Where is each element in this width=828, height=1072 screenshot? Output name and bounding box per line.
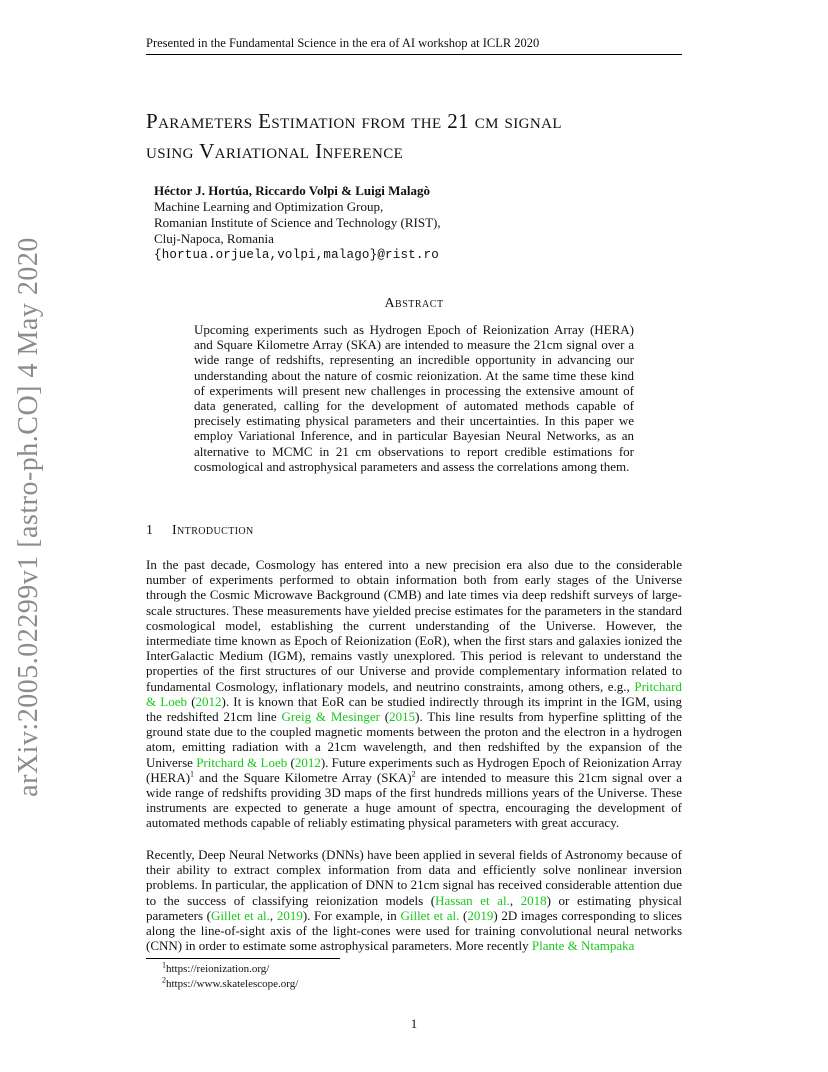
footnote-2: [162, 977, 298, 992]
title-line-2: using Variational Inference: [146, 139, 404, 163]
footnotes: [162, 962, 298, 992]
citation-greig-mesinger[interactable]: Greig & Mesinger: [281, 709, 380, 725]
citation-year-2019[interactable]: 2019: [276, 907, 303, 923]
p1-text-c: ). This line results from hyperfine splitting of the ground state due to the coupled magnetic moments between the proton and the electron in a hydrogen atom, emitting radiation with a 21cm wavelength, and then redshifted by the expansion of the Universe: [146, 709, 682, 770]
intro-paragraph-2: Recently, Deep Neural Networks (DNNs) have been applied in several fields of Astronomy because of their ability to extract complex information from data and efficiently solve nonlinear inversion problems. In particular, the application of DNN to 21cm signal has received considerable attention due to the success of classifying reionization models (Hassan et al., 2018) or estimating physical parameters (Gillet et al., 2019). For example, in Gillet et al. (2019) 2D images corresponding to slices along the line-of-sight axis of the light-cones were used for training convolutional neural networks (CNN) in order to estimate some astrophysical parameters. More recently Plante & Ntampaka: [146, 847, 683, 954]
footnote-mark-1[interactable]: 1: [190, 769, 195, 779]
p1-text-f: are intended to measure this 21cm signal over a wide range of redshifts providing 3D maps of the first hundreds millions years of the Universe. These instruments are expected to generate a huge amount of spectra, encouraging the development of automated methods capable of reliably estimating physical parameters with great accuracy.: [146, 769, 682, 831]
p1-text-d: ). Future experiments such as Hydrogen Epoch of Reionization Array (HERA): [146, 754, 682, 785]
p2-text-b: ) or estimating physical parameters (: [146, 892, 683, 923]
citation-gillet-2[interactable]: Gillet et al.: [400, 907, 460, 923]
footnote-1-mark: 1: [162, 960, 166, 970]
p2-text-d: ) 2D images corresponding to slices along the line-of-sight axis of the light-cones were used for training convolutional neural networks (CNN) in order to estimate some astrophysical parameters. More recently: [146, 907, 682, 954]
author-names: Héctor J. Hortúa, Riccardo Volpi & Luigi Malagò: [154, 183, 430, 198]
p1-text-e: and the Square Kilometre Array (SKA): [194, 769, 412, 785]
citation-pritchard-loeb[interactable]: Pritchard & Loeb: [146, 678, 682, 709]
affiliation-line-2: Romanian Institute of Science and Technology (RIST),: [154, 215, 441, 230]
p2-text-c: ). For example, in: [302, 907, 401, 923]
citation-year-2019-2[interactable]: 2019: [467, 907, 494, 923]
citation-gillet[interactable]: Gillet et al.: [211, 907, 270, 923]
citation-year-2012[interactable]: 2012: [195, 693, 222, 709]
paper-title: [146, 106, 706, 166]
footnote-2-mark: 2: [162, 975, 166, 985]
arxiv-identifier[interactable]: arXiv:2005.02299v1 [astro-ph.CO] 4 May 2020: [13, 237, 44, 797]
citation-year-2012-2[interactable]: 2012: [294, 754, 321, 770]
citation-pritchard-loeb-2[interactable]: Pritchard & Loeb: [196, 754, 288, 770]
p1-text-b: ). It is known that EoR can be studied indirectly through its imprint in the IGM, using the redshifted 21cm line: [146, 693, 682, 725]
citation-hassan[interactable]: Hassan et al.: [435, 892, 510, 908]
abstract-heading: Abstract: [384, 296, 444, 311]
section-number: 1: [146, 523, 154, 538]
page-number: 1: [410, 1016, 418, 1031]
p2-text-a: Recently, Deep Neural Networks (DNNs) have been applied in several fields of Astronomy because of their ability to extract complex information from data and efficiently solve nonlinear inversion problems. In particular, the application of DNN to 21cm signal has received considerable attention due to the success of classifying reionization models (: [146, 847, 682, 908]
footnote-1-url[interactable]: https://reionization.org/: [166, 963, 270, 975]
abstract-text: Upcoming experiments such as Hydrogen Epoch of Reionization Array (HERA) and Square Kilometre Array (SKA) are intended to measure the 21cm signal over a wide range of redshifts, representing an incredible opportunity in advancing our understanding about the nature of cosmic reionization. At the same time these kind of experiments will present new challenges in processing the extensive amount of data generated, calling for the development of automated methods capable of precisely estimating physical parameters and their uncertainties. In this paper we employ Variational Inference, and in particular Bayesian Neural Networks, as an alternative to MCMC in 21 cm observations to report credible estimations for cosmological and astrophysical parameters and assess the correlations among them.: [194, 322, 634, 474]
author-block: [154, 183, 441, 263]
header-rule: [146, 54, 682, 55]
footnote-mark-2[interactable]: 2: [411, 769, 416, 779]
citation-year-2015[interactable]: 2015: [389, 709, 416, 725]
section-title: Introduction: [172, 523, 254, 538]
running-head: Presented in the Fundamental Science in the era of AI workshop at ICLR 2020: [146, 36, 540, 50]
affiliation-line-1: Machine Learning and Optimization Group,: [154, 199, 384, 214]
author-email[interactable]: {hortua.orjuela,volpi,malago}@rist.ro: [154, 248, 439, 262]
intro-paragraph-1: In the past decade, Cosmology has entered into a new precision era also due to the considerable number of experiments performed to obtain information both from early stages of the Universe through the Cosmic Microwave Background (CMB) and late times via deep redshift surveys of large-scale structures. These measurements have yielded precise estimates for the parameters in the standard cosmological model, establishing the current understanding of the Universe. However, the intermediate time known as Epoch of Reionization (EoR), when the first stars and galaxies ionized the InterGalactic Medium (IGM), remains vastly unexplored. This period is relevant to understand the properties of the first structures of our Universe and provide complementary information related to fundamental Cosmology, inflationary models, and neutrino constraints, among others, e.g., Pritchard & Loeb (2012). It is known that EoR can be studied indirectly through its imprint in the IGM, using the redshifted 21cm line Greig & Mesinger (2015). This line results from hyperfine splitting of the ground state due to the coupled magnetic moments between the proton and the electron in a hydrogen atom, emitting radiation with a 21cm wavelength, and then redshifted by the expansion of the Universe Pritchard & Loeb (2012). Future experiments such as Hydrogen Epoch of Reionization Array (HERA)$^1$ and the Square Kilometre Array (SKA)$^2$ are intended to measure this 21cm signal over a wide range of redshifts providing 3D maps of the first hundreds millions years of the Universe. These instruments are expected to generate a huge amount of spectra, encouraging the development of automated methods capable of reliably estimating physical parameters with great accuracy.: [146, 557, 682, 831]
citation-year-2018[interactable]: 2018: [520, 892, 547, 908]
title-line-1: Parameters Estimation from the 21 cm signal: [146, 109, 562, 133]
p1-text-a: In the past decade, Cosmology has entered into a new precision era also due to the considerable number of experiments performed to obtain information both from early stages of the Universe through the Cosmic Microwave Background (CMB) and late times via deep redshift surveys of large-scale structures. These measurements have yielded precise estimates for the parameters in the standard cosmological model, establishing the current understanding of the Universe. However, the intermediate time known as Epoch of Reionization (EoR), when the first stars and galaxies ionized the InterGalactic Medium (IGM), remains vastly unexplored. This period is relevant to understand the properties of the first structures of our Universe and provide complementary information related to fundamental Cosmology, inflationary models, and neutrino constraints, among others, e.g.,: [146, 557, 682, 694]
affiliation-line-3: Cluj-Napoca, Romania: [154, 231, 274, 246]
citation-plante-ntampaka[interactable]: Plante & Ntampaka: [531, 938, 635, 954]
footnote-2-url[interactable]: https://www.skatelescope.org/: [166, 978, 299, 990]
footnote-1: [162, 962, 298, 977]
section-heading: [146, 523, 254, 539]
footnote-rule: [146, 958, 340, 959]
